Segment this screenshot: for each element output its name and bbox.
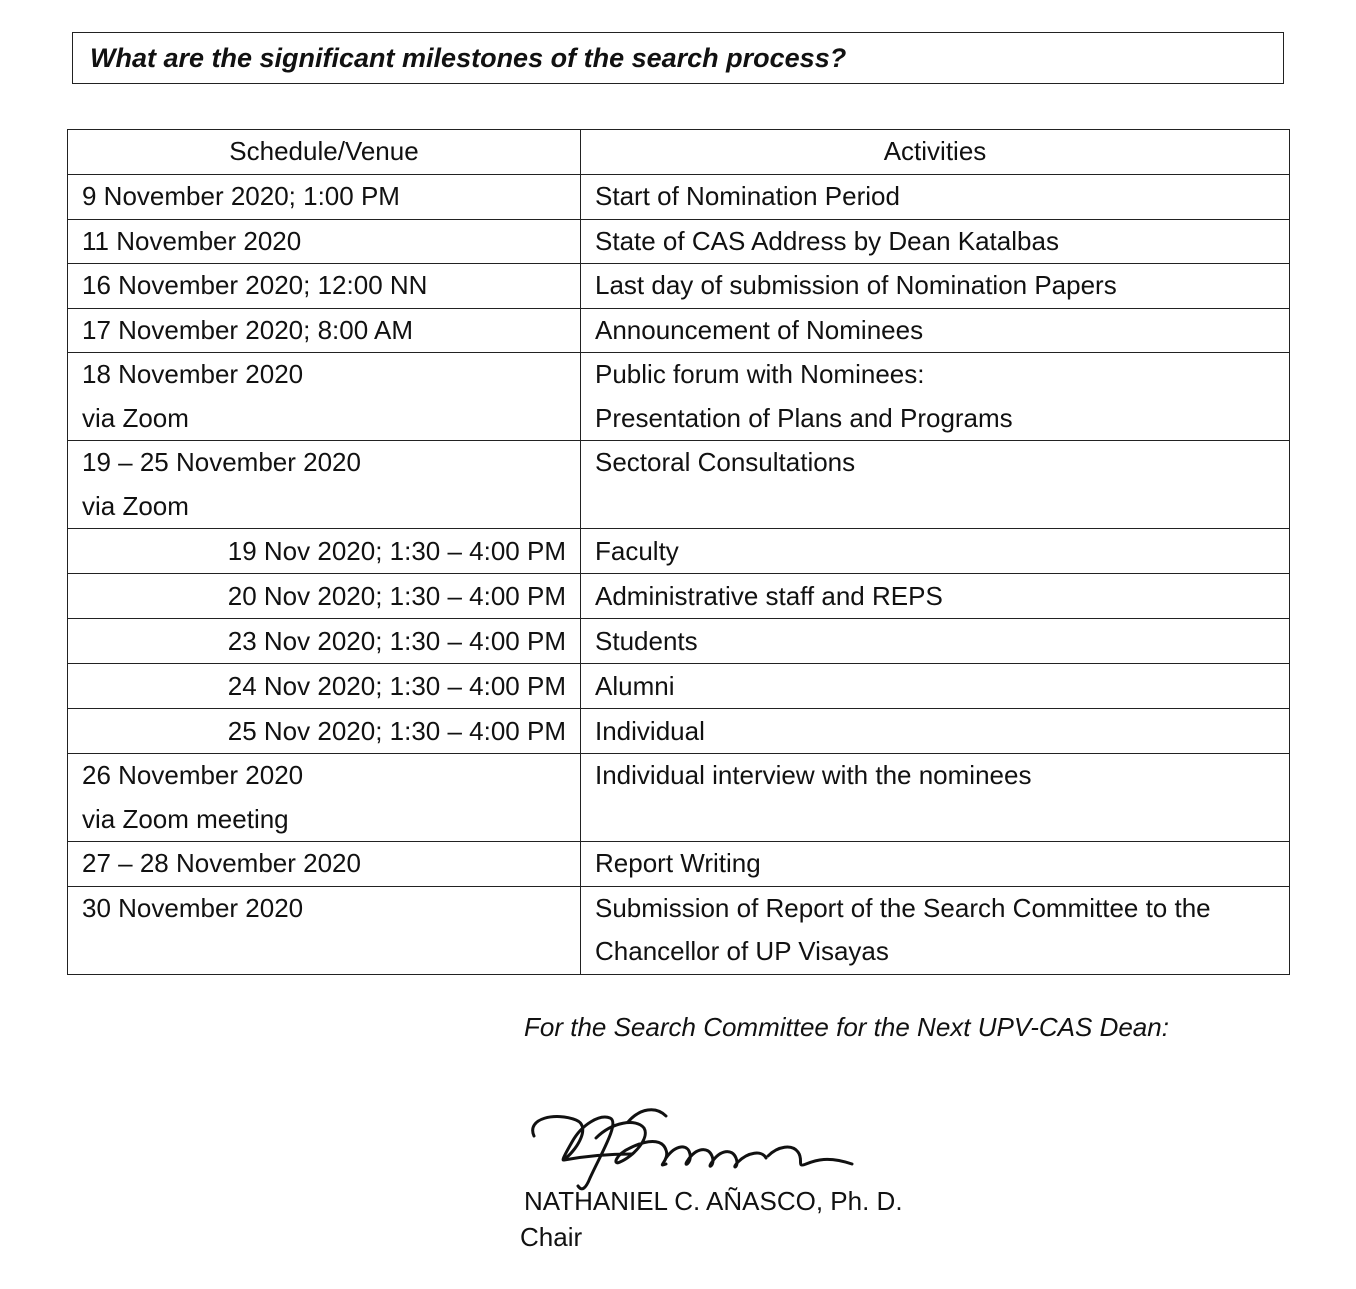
handwritten-signature bbox=[516, 1098, 866, 1198]
schedule-cell bbox=[68, 441, 581, 529]
activity-cell bbox=[581, 709, 1290, 754]
table-row bbox=[68, 842, 1290, 887]
table-row bbox=[68, 886, 1290, 974]
activity-cell bbox=[581, 219, 1290, 264]
table-row bbox=[68, 664, 1290, 709]
activity-text: Presentation of Plans and Programs bbox=[595, 402, 1013, 433]
schedule-cell bbox=[68, 264, 581, 309]
activity-text: Public forum with Nominees: bbox=[595, 359, 925, 389]
schedule-cell bbox=[68, 886, 581, 974]
header-activities: Activities bbox=[581, 130, 1290, 175]
table-body bbox=[68, 175, 1290, 975]
schedule-cell bbox=[68, 619, 581, 664]
activity-cell bbox=[581, 842, 1290, 887]
table-row bbox=[68, 709, 1290, 754]
activity-cell bbox=[581, 308, 1290, 353]
table-row bbox=[68, 619, 1290, 664]
schedule-cell bbox=[68, 842, 581, 887]
table-row bbox=[68, 308, 1290, 353]
schedule-cell bbox=[68, 709, 581, 754]
activity-text: Report Writing bbox=[595, 848, 761, 878]
table-row bbox=[68, 219, 1290, 264]
activity-text: Sectoral Consultations bbox=[595, 447, 856, 477]
activity-text: Individual interview with the nominees bbox=[595, 760, 1032, 790]
activity-text: State of CAS Address by Dean Katalbas bbox=[595, 225, 1059, 256]
header-schedule-venue: Schedule/Venue bbox=[68, 130, 581, 175]
schedule-cell bbox=[68, 664, 581, 709]
schedule-cell bbox=[68, 754, 581, 842]
schedule-cell bbox=[68, 308, 581, 353]
activity-cell bbox=[581, 529, 1290, 574]
signer-name: NATHANIEL C. AÑASCO, Ph. D. bbox=[524, 1186, 903, 1216]
schedule-text: via Zoom meeting bbox=[82, 803, 289, 834]
activity-cell bbox=[581, 175, 1290, 220]
schedule-text: 9 November 2020; 1:00 PM bbox=[82, 181, 400, 211]
schedule-text: 27 – 28 November 2020 bbox=[82, 848, 361, 878]
schedule-text: 11 November 2020 bbox=[82, 225, 302, 256]
schedule-text: via Zoom bbox=[82, 402, 189, 433]
signer-role: Chair bbox=[520, 1222, 583, 1252]
schedule-text: 16 November 2020; 12:00 NN bbox=[82, 270, 428, 300]
activity-text: Alumni bbox=[595, 671, 675, 701]
schedule-text: 19 – 25 November 2020 bbox=[82, 447, 361, 477]
schedule-text: 19 Nov 2020; 1:30 – 4:00 PM bbox=[227, 536, 566, 566]
schedule-text: 20 Nov 2020; 1:30 – 4:00 PM bbox=[227, 581, 566, 611]
activity-text: Submission of Report of the Search Committee to the bbox=[595, 892, 1211, 923]
table-row bbox=[68, 441, 1290, 529]
activity-cell bbox=[581, 441, 1290, 529]
milestones-table bbox=[67, 129, 1290, 975]
schedule-text: 17 November 2020; 8:00 AM bbox=[82, 314, 413, 345]
question-heading bbox=[72, 32, 1284, 84]
activity-cell bbox=[581, 754, 1290, 842]
schedule-text: 26 November 2020 bbox=[82, 760, 304, 790]
schedule-text: 18 November 2020 bbox=[82, 359, 304, 389]
table-row bbox=[68, 529, 1290, 574]
activity-cell bbox=[581, 886, 1290, 974]
signature-caption: For the Search Committee for the Next UPV-CAS Dean: bbox=[524, 1012, 1169, 1042]
activity-cell bbox=[581, 664, 1290, 709]
table-header-row bbox=[68, 130, 1290, 175]
table-row bbox=[68, 264, 1290, 309]
schedule-text: via Zoom bbox=[82, 490, 189, 521]
activity-text: Announcement of Nominees bbox=[595, 314, 924, 345]
schedule-text: 23 Nov 2020; 1:30 – 4:00 PM bbox=[227, 626, 566, 656]
table-row bbox=[68, 353, 1290, 441]
schedule-cell bbox=[68, 175, 581, 220]
schedule-cell bbox=[68, 574, 581, 619]
table-row bbox=[68, 574, 1290, 619]
schedule-cell bbox=[68, 353, 581, 441]
activity-cell bbox=[581, 619, 1290, 664]
activity-text: Start of Nomination Period bbox=[595, 181, 900, 211]
activity-text: Faculty bbox=[595, 536, 679, 566]
activity-cell bbox=[581, 353, 1290, 441]
schedule-cell bbox=[68, 529, 581, 574]
activity-cell bbox=[581, 574, 1290, 619]
activity-text: Individual bbox=[595, 716, 705, 746]
schedule-text: 30 November 2020 bbox=[82, 892, 304, 923]
schedule-text: 24 Nov 2020; 1:30 – 4:00 PM bbox=[227, 671, 566, 701]
table-row bbox=[68, 754, 1290, 842]
activity-text: Chancellor of UP Visayas bbox=[595, 936, 889, 966]
activity-text: Administrative staff and REPS bbox=[595, 581, 943, 611]
activity-cell bbox=[581, 264, 1290, 309]
table-row bbox=[68, 175, 1290, 220]
activity-text: Students bbox=[595, 626, 698, 656]
schedule-cell bbox=[68, 219, 581, 264]
schedule-text: 25 Nov 2020; 1:30 – 4:00 PM bbox=[227, 716, 566, 746]
activity-text: Last day of submission of Nomination Papers bbox=[595, 270, 1117, 300]
question-text: What are the significant milestones of the search process? bbox=[90, 42, 847, 73]
